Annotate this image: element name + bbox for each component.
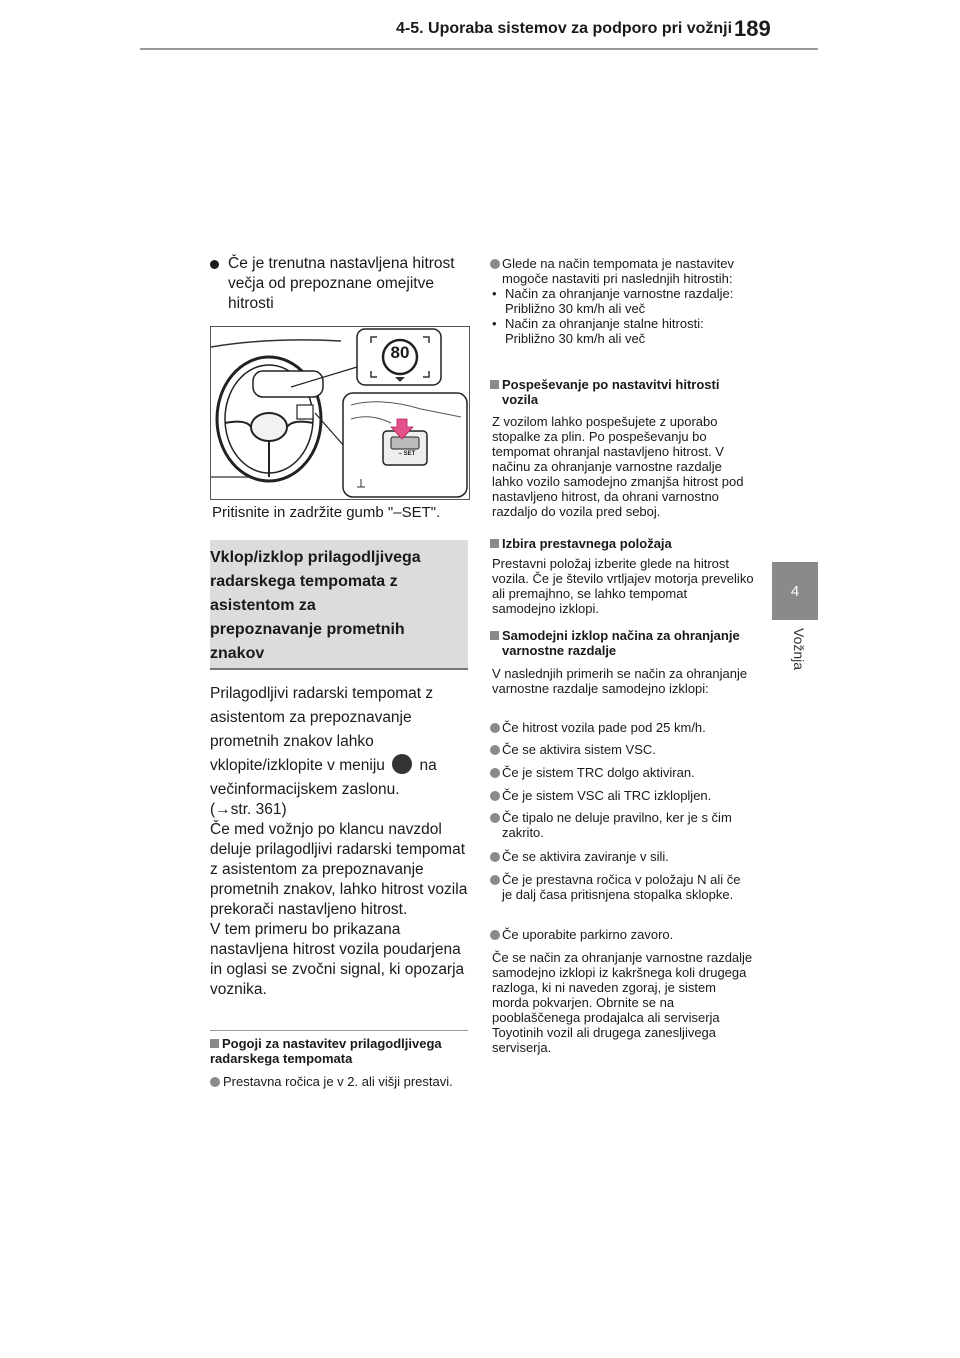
- section-heading-line: asistentom za: [210, 597, 316, 614]
- list-item: [490, 927, 752, 942]
- list-item-text: Prestavna ročica je v 2. ali višji prestavi.: [223, 1074, 453, 1089]
- section-heading-box: [210, 540, 468, 670]
- paragraph-text: Če med vožnjo po klancu navzdol deluje prilagodljivi radarski tempomat z asistentom za prepoznavanje prometnih znakov, lahko hitrost vozila prekorači nastavljeno hitrost.: [210, 821, 468, 918]
- list-item-text: Če uporabite parkirno zavoro.: [502, 927, 674, 942]
- circle-bullet-icon: [490, 813, 500, 823]
- paragraph-menu: [210, 682, 472, 802]
- paragraph-text: V naslednjih primerih se način za ohranjanje varnostne razdalje samodejno izklopi:: [492, 666, 748, 696]
- section-heading-line: radarskega tempomata z: [210, 573, 398, 590]
- page-number: 189: [734, 16, 771, 41]
- set-button-label: – SET: [398, 451, 416, 457]
- paragraph-block: [210, 800, 472, 1000]
- list-item-text: Če tipalo ne deluje pravilno, ker je s čim zakrito.: [502, 810, 732, 840]
- list-item: [490, 810, 752, 840]
- list-item: [490, 742, 752, 757]
- circle-bullet-icon: [490, 745, 500, 755]
- speed-limit-sign-value: 80: [390, 343, 410, 362]
- square-bullet-icon: [490, 631, 499, 640]
- square-bullet-icon: [490, 539, 499, 548]
- chapter-number: 4: [790, 582, 800, 600]
- list-item: Glede na način tempomata je nastavitev mogoče nastaviti pri naslednjih hitrostih: • Način za ohranjanje varnostne razdalje: Približno 30 km/h ali več • Način za ohranjanje stalne hitrosti: Približno 30 km/h ali več: [492, 256, 734, 346]
- list-item-text: Če je prestavna ročica v položaju N ali če je dalj časa pritisnjena stopalka sklopke.: [502, 872, 741, 902]
- figure-caption: Pritisnite in zadržite gumb "–SET".: [212, 504, 441, 521]
- subheading-text: Pogoji za nastavitev prilagodljivega radarskega tempomata: [210, 1036, 442, 1066]
- list-item-text: Glede na način tempomata je nastavitev mogoče nastaviti pri naslednjih hitrostih:: [502, 256, 734, 286]
- paragraph-text: V tem primeru bo prikazana nastavljena hitrost vozila poudarjena in oglasi se zvočni signal, ki opozarja voznika.: [210, 921, 465, 998]
- list-item-text: Če je sistem VSC ali TRC izklopljen.: [502, 788, 712, 803]
- paragraph-text: Z vozilom lahko pospešujete z uporabo stopalke za plin. Po pospeševanju bo tempomat ohranjal nastavljeno hitrost. V načinu za ohranjanje varnostne razdalje lahko vozilo samodejno zmanjša hitrost pod nastavljeno hitrost, da ohrani varnostno razdaljo do vozila pred seboj.: [492, 414, 744, 519]
- section-heading-line: prepoznavanje prometnih: [210, 621, 405, 638]
- circle-bullet-icon: [490, 875, 500, 885]
- sub-list-item: Način za ohranjanje stalne hitrosti: Približno 30 km/h ali več: [505, 316, 704, 346]
- list-item-text: Če hitrost vozila pade pod 25 km/h.: [502, 720, 706, 735]
- section-heading: [210, 546, 468, 666]
- subheading: [490, 628, 752, 658]
- square-bullet-icon: [210, 1039, 219, 1048]
- divider: [210, 1030, 468, 1031]
- subheading: [490, 536, 752, 551]
- list-item: [490, 720, 752, 735]
- circle-bullet-icon: [210, 1077, 220, 1087]
- circle-bullet-icon: [490, 930, 500, 940]
- list-item: [490, 872, 752, 902]
- subheading: [490, 377, 752, 407]
- paragraph-text: Prestavni položaj izberite glede na hitrost vozila. Če je število vrtljajev motorja preveliko ali premajhno, se lahko tempomat samodejno izklopi.: [492, 556, 754, 616]
- chapter-tab: [772, 562, 818, 620]
- settings-gear-icon: [392, 754, 412, 774]
- chapter-label: Vožnja: [791, 628, 807, 671]
- subheading-text: Izbira prestavnega položaja: [502, 536, 672, 551]
- list-item: [490, 765, 752, 780]
- paragraph-text: na večinformacijskem zaslonu.: [210, 757, 437, 798]
- subheading-text: Samodejni izklop načina za ohranjanje varnostne razdalje: [502, 628, 740, 658]
- section-heading-line: znakov: [210, 645, 265, 662]
- square-bullet-icon: [490, 380, 499, 389]
- lead-bullet: [210, 254, 472, 314]
- circle-bullet-icon: [490, 791, 500, 801]
- list-item-text: Če je sistem TRC dolgo aktiviran.: [502, 765, 695, 780]
- circle-bullet-icon: [490, 723, 500, 733]
- circle-bullet-icon: [490, 768, 500, 778]
- header-divider: [140, 48, 818, 50]
- sub-list-item: Način za ohranjanje varnostne razdalje: Približno 30 km/h ali več: [505, 286, 734, 316]
- paragraph-text: Če se način za ohranjanje varnostne razdalje samodejno izklopi iz kakršnega koli drugega razloga, ki ni naveden zgoraj, je sistem morda pokvarjen. Obrnite se na pooblaščenega prodajalca ali serviserja Toyotinih vozil ali drugega zanesljivega serviserja.: [492, 950, 753, 1055]
- bullet-icon: [210, 260, 219, 269]
- page-reference: (→str. 361): [210, 801, 287, 818]
- subheading: [210, 1036, 472, 1066]
- list-item-text: Če se aktivira sistem VSC.: [502, 742, 656, 757]
- subheading-text: Pospeševanje po nastavitvi hitrosti vozila: [502, 377, 720, 407]
- circle-bullet-icon: [490, 852, 500, 862]
- list-item: [490, 788, 752, 803]
- steering-wheel-illustration: [211, 327, 469, 499]
- list-item: [490, 849, 752, 864]
- circle-bullet-icon: [490, 259, 500, 269]
- section-heading-line: Vklop/izklop prilagodljivega: [210, 549, 421, 566]
- section-header: 4-5. Uporaba sistemov za podporo pri vožnji: [396, 20, 733, 37]
- lead-bullet-text: Če je trenutna nastavljena hitrost večja od prepoznane omejitve hitrosti: [228, 255, 455, 312]
- dashboard-illustration: [210, 326, 470, 500]
- paragraph-text: Prilagodljivi radarski tempomat z asistentom za prepoznavanje prometnih znakov lahko vklopite/izklopite v meniju: [210, 685, 434, 774]
- list-item: [210, 1074, 472, 1089]
- list-item-text: Če se aktivira zaviranje v sili.: [502, 849, 669, 864]
